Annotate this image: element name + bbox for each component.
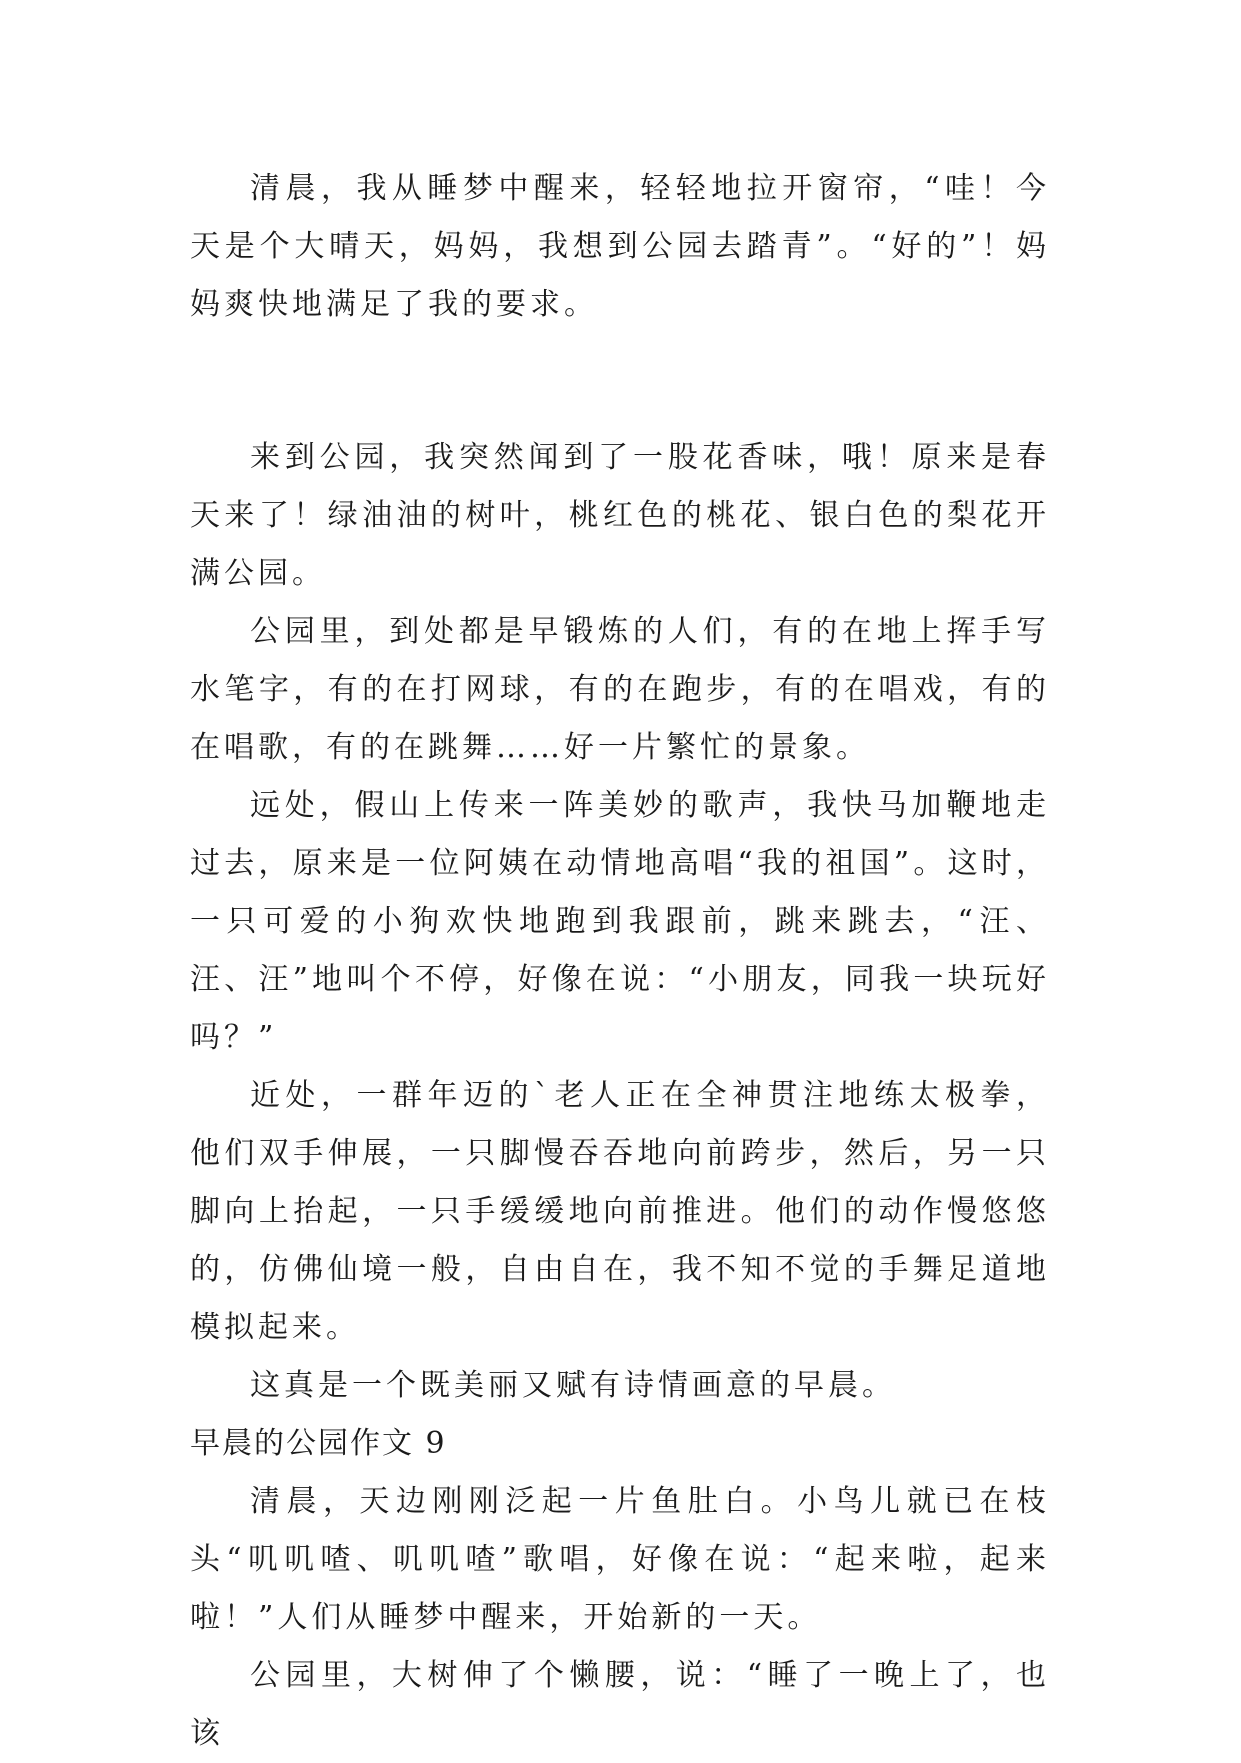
paragraph-gap <box>190 334 1050 429</box>
paragraph-arrival: 来到公园，我突然闻到了一股花香味，哦！原来是春天来了！绿油油的树叶，桃红色的桃花、银白色的梨花开满公园。 <box>190 440 1050 591</box>
paragraph-dawn: 清晨，天边刚刚泛起一片鱼肚白。小鸟儿就已在枝头“叽叽喳、叽叽喳”歌唱，好像在说：“起来啦，起来啦！”人们从睡梦中醒来，开始新的一天。 <box>190 1484 1050 1635</box>
essay-heading: 早晨的公园作文 9 <box>190 1426 447 1461</box>
paragraph-waking: 清晨，我从睡梦中醒来，轻轻地拉开窗帘，“哇！今天是个大晴天，妈妈，我想到公园去踏青”。“好的”！妈妈爽快地满足了我的要求。 <box>190 171 1050 322</box>
paragraph-exercise: 公园里，到处都是早锻炼的人们，有的在地上挥手写水笔字，有的在打网球，有的在跑步，有的在唱戏，有的在唱歌，有的在跳舞……好一片繁忙的景象。 <box>190 614 1050 765</box>
paragraph-conclusion: 这真是一个既美丽又赋有诗情画意的早晨。 <box>250 1368 896 1403</box>
document-page <box>190 160 1050 1763</box>
paragraph-tree: 公园里，大树伸了个懒腰，说：“睡了一晚上了，也该 <box>190 1658 1050 1751</box>
paragraph-singing: 远处，假山上传来一阵美妙的歌声，我快马加鞭地走过去，原来是一位阿姨在动情地高唱“我的祖国”。这时，一只可爱的小狗欢快地跑到我跟前，跳来跳去，“汪、汪、汪”地叫个不停，好像在说：“小朋友，同我一块玩好吗？” <box>190 788 1050 1055</box>
paragraph-taichi: 近处，一群年迈的`老人正在全神贯注地练太极拳，他们双手伸展，一只脚慢吞吞地向前跨步，然后，另一只脚向上抬起，一只手缓缓地向前推进。他们的动作慢悠悠的，仿佛仙境一般，自由自在，我不知不觉的手舞足道地模拟起来。 <box>190 1078 1050 1345</box>
